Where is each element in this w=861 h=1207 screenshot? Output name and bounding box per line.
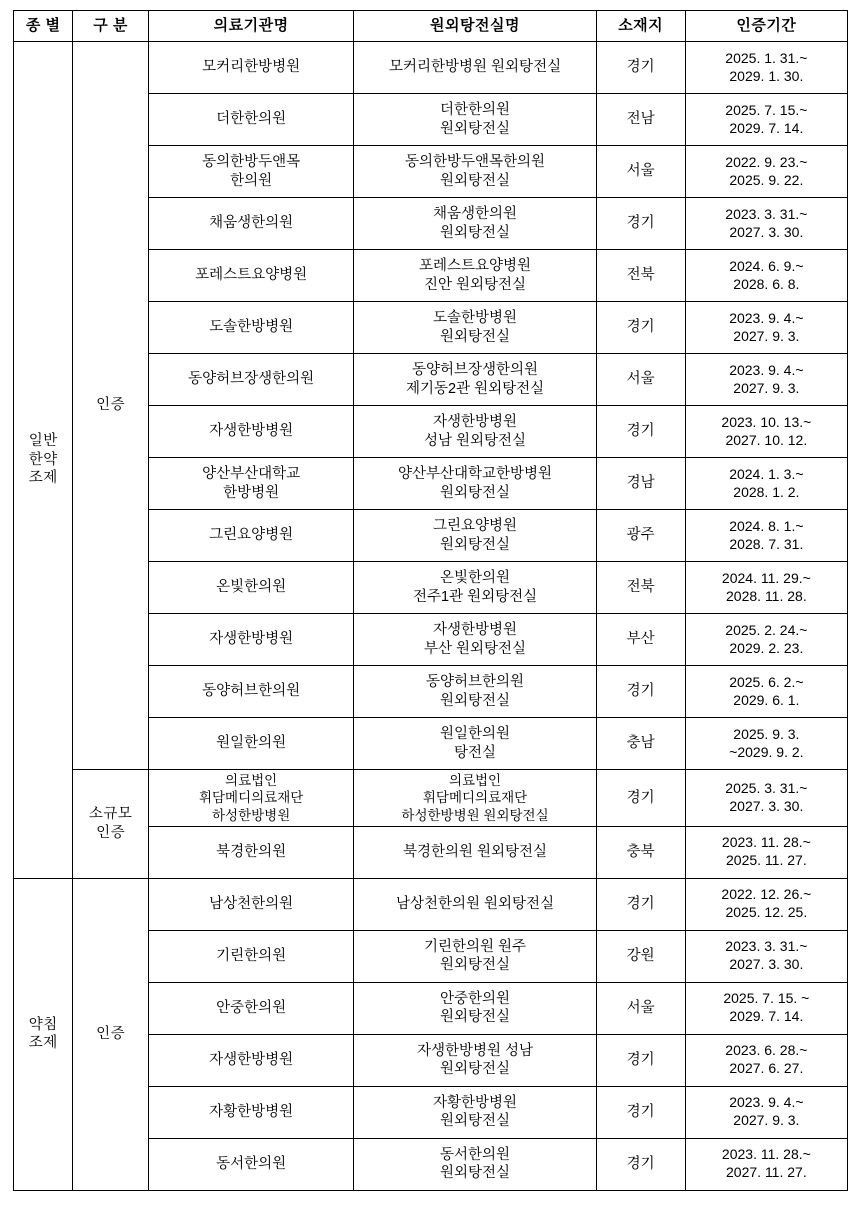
cell-room: [354, 614, 596, 666]
cell-location: 부산: [596, 614, 685, 666]
cell-location: 서울: [596, 354, 685, 406]
cell-period-line: 2027. 3. 30.: [729, 223, 804, 240]
cell-institution-line: 한의원: [230, 172, 273, 189]
cell-type-line: 조제: [28, 1035, 58, 1052]
cell-period: [685, 718, 847, 770]
cell-period-line: 2025. 7. 15.~: [725, 101, 808, 118]
cell-institution-line: 포레스트요양병원: [195, 267, 308, 284]
cell-period: [685, 878, 847, 930]
column-header-class: 구 분: [73, 11, 148, 42]
cell-room-line: 원외탕전실: [440, 1009, 511, 1026]
cell-room: [354, 302, 596, 354]
cell-period-line: 2027. 9. 3.: [733, 379, 800, 396]
cell-institution-line: 양산부산대학교: [202, 465, 301, 482]
cell-room-line: 전주1관 원외탕전실: [412, 588, 538, 605]
cell-institution-line: 북경한의원: [216, 844, 287, 861]
cell-institution-line: 남상천한의원: [209, 896, 294, 913]
cell-room-line: 성남 원외탕전실: [423, 432, 527, 449]
cell-room-line: 하성한방병원 원외탕전실: [401, 807, 549, 823]
cell-institution: [148, 146, 354, 198]
cell-institution: [148, 770, 354, 827]
column-header-institution: 의료기관명: [148, 11, 354, 42]
cell-room-line: 원외탕전실: [440, 224, 511, 241]
cell-location: 충남: [596, 718, 685, 770]
cell-location: 경기: [596, 666, 685, 718]
cell-period-line: 2022. 12. 26.~: [721, 886, 812, 903]
cell-period-line: 2028. 11. 28.: [726, 587, 807, 604]
cell-location: 경기: [596, 1138, 685, 1190]
cell-room-line: 의료법인: [448, 773, 502, 788]
cell-period-line: 2025. 3. 31.~: [725, 779, 808, 796]
cell-institution: [148, 42, 354, 94]
cell-institution: [148, 982, 354, 1034]
cell-period: [685, 146, 847, 198]
cell-room: [354, 250, 596, 302]
cell-period: [685, 510, 847, 562]
cell-institution-line: 동양허브한의원: [202, 683, 301, 700]
cell-period: [685, 354, 847, 406]
cell-room-line: 원외탕전실: [440, 172, 511, 189]
cell-room: [354, 1138, 596, 1190]
table-row: [14, 770, 848, 827]
cell-institution: [148, 302, 354, 354]
cell-period: [685, 614, 847, 666]
cell-period-line: 2023. 9. 4.~: [729, 309, 804, 326]
cell-period-line: 2023. 9. 4.~: [729, 1094, 804, 1111]
cell-period: [685, 1034, 847, 1086]
cell-location: 경기: [596, 878, 685, 930]
cell-institution-line: 도솔한방병원: [209, 319, 294, 336]
cell-location: 서울: [596, 146, 685, 198]
cell-period-line: 2023. 9. 4.~: [729, 361, 804, 378]
cell-institution-line: 한방병원: [223, 484, 280, 501]
column-header-period: 인증기간: [685, 11, 847, 42]
cell-room-line: 진안 원외탕전실: [423, 276, 527, 293]
cell-room: [354, 562, 596, 614]
cell-period-line: 2027. 3. 30.: [729, 797, 804, 814]
cell-type: [14, 42, 73, 879]
cell-location: 경기: [596, 1086, 685, 1138]
cell-room-line: 원일한의원: [440, 725, 511, 742]
cell-room-line: 원외탕전실: [440, 957, 511, 974]
cell-room: [354, 94, 596, 146]
cell-location: 경기: [596, 770, 685, 827]
cell-location: 전북: [596, 562, 685, 614]
cell-room-line: 자생한방병원: [433, 413, 518, 430]
cell-institution: [148, 718, 354, 770]
cell-location: 경기: [596, 302, 685, 354]
cell-room-line: 동양허브장생한의원: [412, 361, 539, 378]
cell-type-line: 조제: [28, 470, 58, 487]
cell-room-line: 자생한방병원: [433, 621, 518, 638]
cell-period: [685, 94, 847, 146]
cell-room-line: 안중한의원: [440, 990, 511, 1007]
cell-location: 전북: [596, 250, 685, 302]
table-body: [14, 42, 848, 1191]
cell-period-line: 2027. 3. 30.: [729, 956, 804, 973]
cell-institution-line: 원일한의원: [216, 735, 287, 752]
cell-institution: [148, 1034, 354, 1086]
cell-institution-line: 그린요양병원: [209, 527, 294, 544]
cell-period-line: 2027. 9. 3.: [733, 1112, 800, 1129]
cell-class-line: 소규모: [88, 806, 133, 823]
cell-period-line: 2025. 6. 2.~: [729, 673, 804, 690]
cell-institution: [148, 930, 354, 982]
cell-type-line: 한약: [28, 451, 58, 468]
cell-room: [354, 826, 596, 878]
cell-room-line: 온빛한의원: [440, 569, 511, 586]
cell-period-line: ~2029. 9. 2.: [729, 743, 804, 760]
cell-period-line: 2023. 11. 28.~: [721, 1146, 811, 1163]
cell-institution: [148, 1086, 354, 1138]
cell-institution-line: 자생한방병원: [209, 423, 294, 440]
cell-room-line: 원외탕전실: [440, 1165, 511, 1182]
cell-location: 경남: [596, 458, 685, 510]
cell-period-line: 2025. 9. 22.: [729, 171, 804, 188]
cell-institution: [148, 250, 354, 302]
table-row: [14, 878, 848, 930]
cell-location: 전남: [596, 94, 685, 146]
cell-period-line: 2028. 1. 2.: [733, 483, 800, 500]
cell-class-line: 인증: [96, 824, 126, 841]
cell-period: [685, 250, 847, 302]
cell-period-line: 2023. 6. 28.~: [725, 1042, 808, 1059]
cell-institution-line: 자생한방병원: [209, 1052, 294, 1069]
cell-period: [685, 1138, 847, 1190]
cell-room: [354, 930, 596, 982]
cell-room-line: 원외탕전실: [440, 536, 511, 553]
cell-period-line: 2027. 9. 3.: [733, 327, 800, 344]
cell-room-line: 동서한의원: [440, 1146, 511, 1163]
cell-room-line: 탕전실: [454, 744, 497, 761]
cell-class: [73, 770, 148, 879]
column-header-location: 소재지: [596, 11, 685, 42]
cell-institution-line: 동의한방두앤목: [202, 153, 301, 170]
cell-institution: [148, 354, 354, 406]
cell-type-line: 약침: [28, 1016, 58, 1033]
cell-period: [685, 198, 847, 250]
cell-room-line: 제기동2관 원외탕전실: [405, 380, 545, 397]
cell-period-line: 2029. 7. 14.: [729, 1008, 804, 1025]
cell-room-line: 그린요양병원: [433, 517, 518, 534]
cell-room: [354, 510, 596, 562]
cell-institution-line: 동양허브장생한의원: [188, 371, 315, 388]
cell-room-line: 남상천한의원 원외탕전실: [395, 896, 555, 913]
cell-period: [685, 826, 847, 878]
cell-institution: [148, 826, 354, 878]
cell-room: [354, 458, 596, 510]
cell-room-line: 채움생한의원: [433, 205, 518, 222]
cell-period: [685, 42, 847, 94]
cell-room: [354, 146, 596, 198]
cell-location: 충북: [596, 826, 685, 878]
cell-period-line: 2023. 10. 13.~: [721, 413, 812, 430]
cell-room: [354, 878, 596, 930]
cell-class-line: 인증: [96, 1026, 126, 1043]
cell-period-line: 2023. 3. 31.~: [725, 938, 808, 955]
cell-type-line: 일반: [28, 433, 58, 450]
cell-room-line: 북경한의원 원외탕전실: [402, 844, 548, 861]
cell-room-line: 휘담메디의료재단: [422, 790, 528, 806]
cell-institution: [148, 458, 354, 510]
cell-room-line: 기린한의원 원주: [423, 938, 527, 955]
cell-location: 경기: [596, 42, 685, 94]
cell-period-line: 2027. 6. 27.: [729, 1060, 804, 1077]
cell-location: 경기: [596, 198, 685, 250]
cell-institution-line: 하성한방병원: [211, 807, 291, 823]
cell-room: [354, 1086, 596, 1138]
cell-institution-line: 기린한의원: [216, 948, 287, 965]
cell-period: [685, 666, 847, 718]
table-row: [14, 42, 848, 94]
cell-room: [354, 1034, 596, 1086]
cell-period: [685, 1086, 847, 1138]
cell-institution-line: 동서한의원: [216, 1156, 287, 1173]
cell-class: [73, 42, 148, 770]
cell-period-line: 2025. 1. 31.~: [725, 49, 808, 66]
cell-institution: [148, 1138, 354, 1190]
cell-period-line: 2027. 11. 27.: [726, 1164, 807, 1181]
cell-period-line: 2025. 11. 27.: [726, 852, 807, 869]
cell-period: [685, 562, 847, 614]
cell-location: 경기: [596, 406, 685, 458]
cell-room-line: 자생한방병원 성남: [416, 1042, 534, 1059]
cell-period-line: 2024. 11. 29.~: [721, 569, 811, 586]
cell-room-line: 모커리한방병원 원외탕전실: [388, 59, 562, 76]
cell-room-line: 부산 원외탕전실: [423, 640, 527, 657]
cell-location: 광주: [596, 510, 685, 562]
cell-room-line: 원외탕전실: [440, 484, 511, 501]
cell-location: 경기: [596, 1034, 685, 1086]
cell-room: [354, 718, 596, 770]
cell-period: [685, 302, 847, 354]
cell-institution-line: 의료법인: [225, 773, 278, 788]
cell-room-line: 자황한방병원: [433, 1094, 518, 1111]
cell-period: [685, 458, 847, 510]
cell-room-line: 더한한의원: [440, 101, 511, 118]
table-header: [14, 11, 848, 42]
cell-room-line: 양산부산대학교한방병원: [397, 465, 553, 482]
cell-period-line: 2023. 3. 31.~: [725, 205, 808, 222]
cell-period-line: 2028. 6. 8.: [733, 275, 800, 292]
cell-period: [685, 770, 847, 827]
cell-type: [14, 878, 73, 1190]
cell-room: [354, 666, 596, 718]
cell-room-line: 원외탕전실: [440, 692, 511, 709]
cell-institution-line: 온빛한의원: [216, 579, 287, 596]
cell-period: [685, 930, 847, 982]
cell-institution-line: 휘담메디의료재단: [198, 790, 304, 806]
column-header-type: 종 별: [14, 11, 73, 42]
column-header-room: 원외탕전실명: [354, 11, 596, 42]
cell-institution: [148, 198, 354, 250]
cell-room-line: 원외탕전실: [440, 328, 511, 345]
cell-period-line: 2025. 2. 24.~: [725, 621, 808, 638]
cell-institution: [148, 562, 354, 614]
cell-period-line: 2028. 7. 31.: [729, 535, 804, 552]
cell-institution: [148, 614, 354, 666]
cell-room-line: 도솔한방병원: [433, 309, 518, 326]
cell-institution-line: 자황한방병원: [209, 1104, 294, 1121]
cell-institution-line: 채움생한의원: [209, 215, 294, 232]
cell-period: [685, 982, 847, 1034]
cell-room: [354, 982, 596, 1034]
cell-institution-line: 모커리한방병원: [202, 59, 301, 76]
cell-institution: [148, 666, 354, 718]
cell-room-line: 원외탕전실: [440, 120, 511, 137]
cell-period-line: 2029. 7. 14.: [729, 119, 804, 136]
cell-room: [354, 406, 596, 458]
cell-room: [354, 354, 596, 406]
cell-room-line: 원외탕전실: [440, 1061, 511, 1078]
cell-period-line: 2024. 6. 9.~: [729, 257, 804, 274]
cell-period-line: 2029. 1. 30.: [729, 67, 804, 84]
cell-period-line: 2025. 7. 15. ~: [723, 990, 810, 1007]
certified-external-decoction-rooms-table: [13, 10, 848, 1191]
cell-room-line: 원외탕전실: [440, 1113, 511, 1130]
cell-period-line: 2025. 9. 3.: [733, 725, 800, 742]
cell-period-line: 2027. 10. 12.: [725, 431, 808, 448]
cell-class: [73, 878, 148, 1190]
cell-period-line: 2029. 6. 1.: [733, 691, 800, 708]
cell-room-line: 동양허브한의원: [426, 673, 525, 690]
cell-room-line: 동의한방두앤목한의원: [404, 153, 546, 170]
cell-institution-line: 자생한방병원: [209, 631, 294, 648]
cell-period-line: 2029. 2. 23.: [729, 639, 804, 656]
cell-room: [354, 770, 596, 827]
cell-room: [354, 42, 596, 94]
cell-class-line: 인증: [96, 397, 126, 414]
cell-period-line: 2022. 9. 23.~: [725, 153, 808, 170]
cell-location: 서울: [596, 982, 685, 1034]
cell-institution: [148, 94, 354, 146]
cell-period-line: 2024. 1. 3.~: [729, 465, 804, 482]
cell-institution: [148, 878, 354, 930]
cell-room: [354, 198, 596, 250]
cell-period-line: 2024. 8. 1.~: [729, 517, 804, 534]
cell-period-line: 2025. 12. 25.: [725, 904, 808, 921]
cell-location: 강원: [596, 930, 685, 982]
table-header-row: [14, 11, 848, 42]
cell-period-line: 2023. 11. 28.~: [721, 834, 811, 851]
cell-room-line: 포레스트요양병원: [419, 257, 532, 274]
cell-institution-line: 안중한의원: [216, 1000, 287, 1017]
cell-institution: [148, 510, 354, 562]
cell-period: [685, 406, 847, 458]
cell-institution-line: 더한한의원: [216, 111, 287, 128]
cell-institution: [148, 406, 354, 458]
